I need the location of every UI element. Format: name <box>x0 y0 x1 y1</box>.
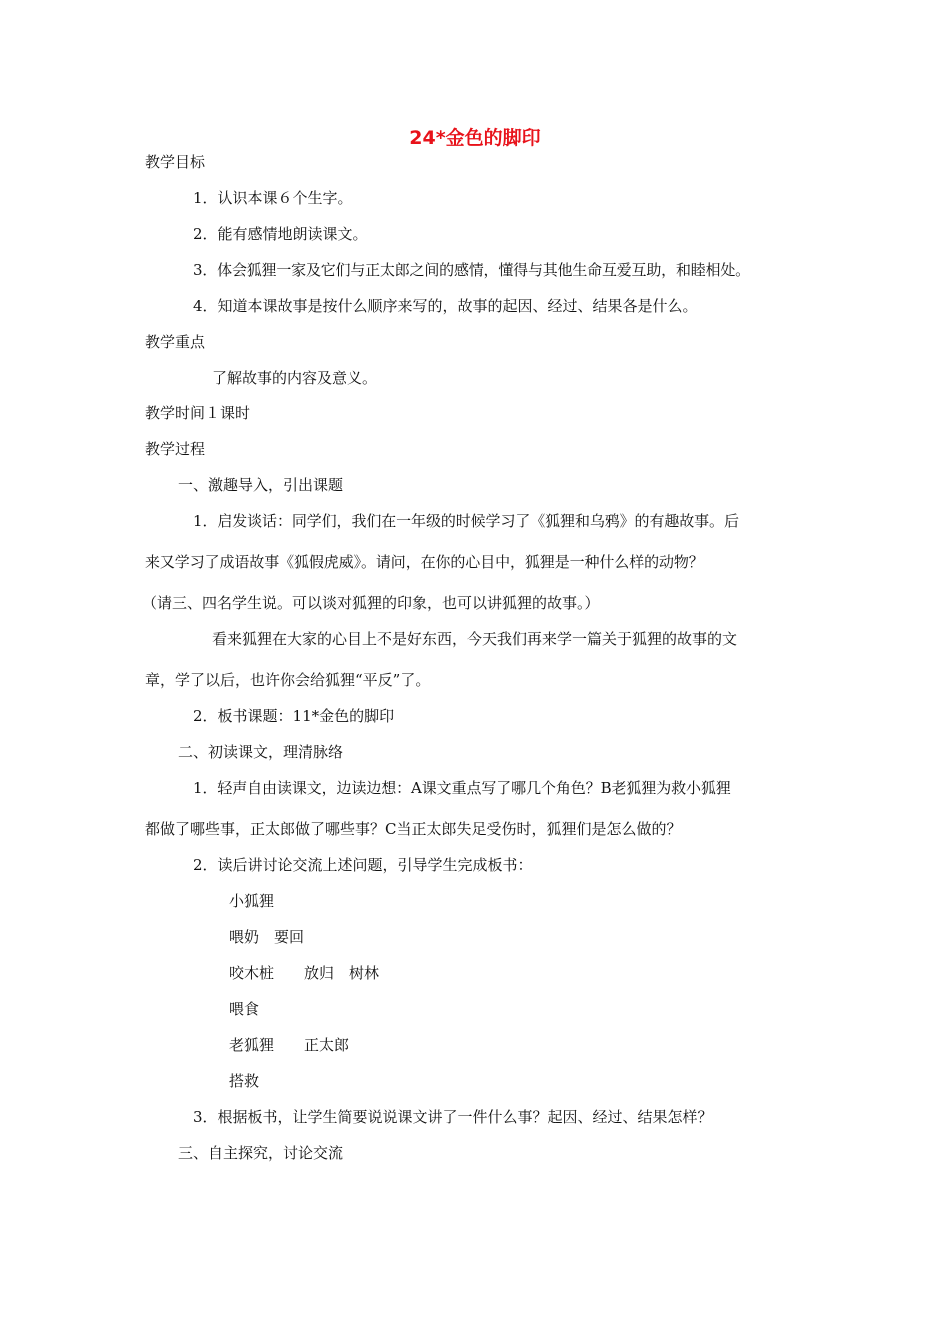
step-heading-3: 三、自主探究，讨论交流 <box>178 1144 344 1162</box>
paragraph-line: 3．根据板书，让学生简要说说课文讲了一件什么事？起因、经过、结果怎样？ <box>193 1108 713 1126</box>
paragraph-line: 来又学习了成语故事《狐假虎威》。请问，在你的心目中，狐狸是一种什么样的动物？ <box>145 553 704 571</box>
objective-item-4: 4．知道本课故事是按什么顺序来写的，故事的起因、经过、结果各是什么。 <box>193 297 698 315</box>
paragraph-line: 1．轻声自由读课文，边读边想：A课文重点写了哪几个角色？B老狐狸为救小狐狸 <box>193 779 731 797</box>
paragraph-line: 2．板书课题：11*金色的脚印 <box>193 707 395 725</box>
step-heading-1: 一、激趣导入，引出课题 <box>178 476 344 494</box>
objective-item-2: 2．能有感情地朗读课文。 <box>193 225 368 243</box>
board-line: 喂奶 要回 <box>229 928 305 946</box>
objective-item-1: 1．认识本课６个生字。 <box>193 189 353 207</box>
paragraph-line: 2．读后讲讨论交流上述问题，引导学生完成板书： <box>193 856 533 874</box>
section-heading-process: 教学过程 <box>145 440 206 458</box>
key-point-text: 了解故事的内容及意义。 <box>212 369 378 387</box>
step-heading-2: 二、初读课文，理清脉络 <box>178 743 344 761</box>
section-heading-objectives: 教学目标 <box>145 153 206 171</box>
board-line: 搭救 <box>229 1072 260 1090</box>
board-line: 老狐狸 正太郎 <box>229 1036 350 1054</box>
paragraph-line: 都做了哪些事，正太郎做了哪些事？C当正太郎失足受伤时，狐狸们是怎么做的？ <box>145 820 682 838</box>
board-line: 喂食 <box>229 1000 260 1018</box>
section-heading-time: 教学时间１课时 <box>145 404 251 422</box>
board-line: 小狐狸 <box>229 892 275 910</box>
board-line: 咬木桩 放归 树林 <box>229 964 380 982</box>
paragraph-line: （请三、四名学生说。可以谈对狐狸的印象，也可以讲狐狸的故事。） <box>142 594 600 612</box>
paragraph-line: 看来狐狸在大家的心目上不是好东西，今天我们再来学一篇关于狐狸的故事的文 <box>212 630 738 648</box>
paragraph-line: 章，学了以后，也许你会给狐狸“平反”了。 <box>145 671 431 689</box>
section-heading-key-points: 教学重点 <box>145 333 206 351</box>
document-title: 24*金色的脚印 <box>409 127 541 149</box>
objective-item-3: 3．体会狐狸一家及它们与正太郎之间的感情，懂得与其他生命互爱互助，和睦相处。 <box>193 261 750 279</box>
paragraph-line: 1．启发谈话：同学们，我们在一年级的时候学习了《狐狸和乌鸦》的有趣故事。后 <box>193 512 739 530</box>
